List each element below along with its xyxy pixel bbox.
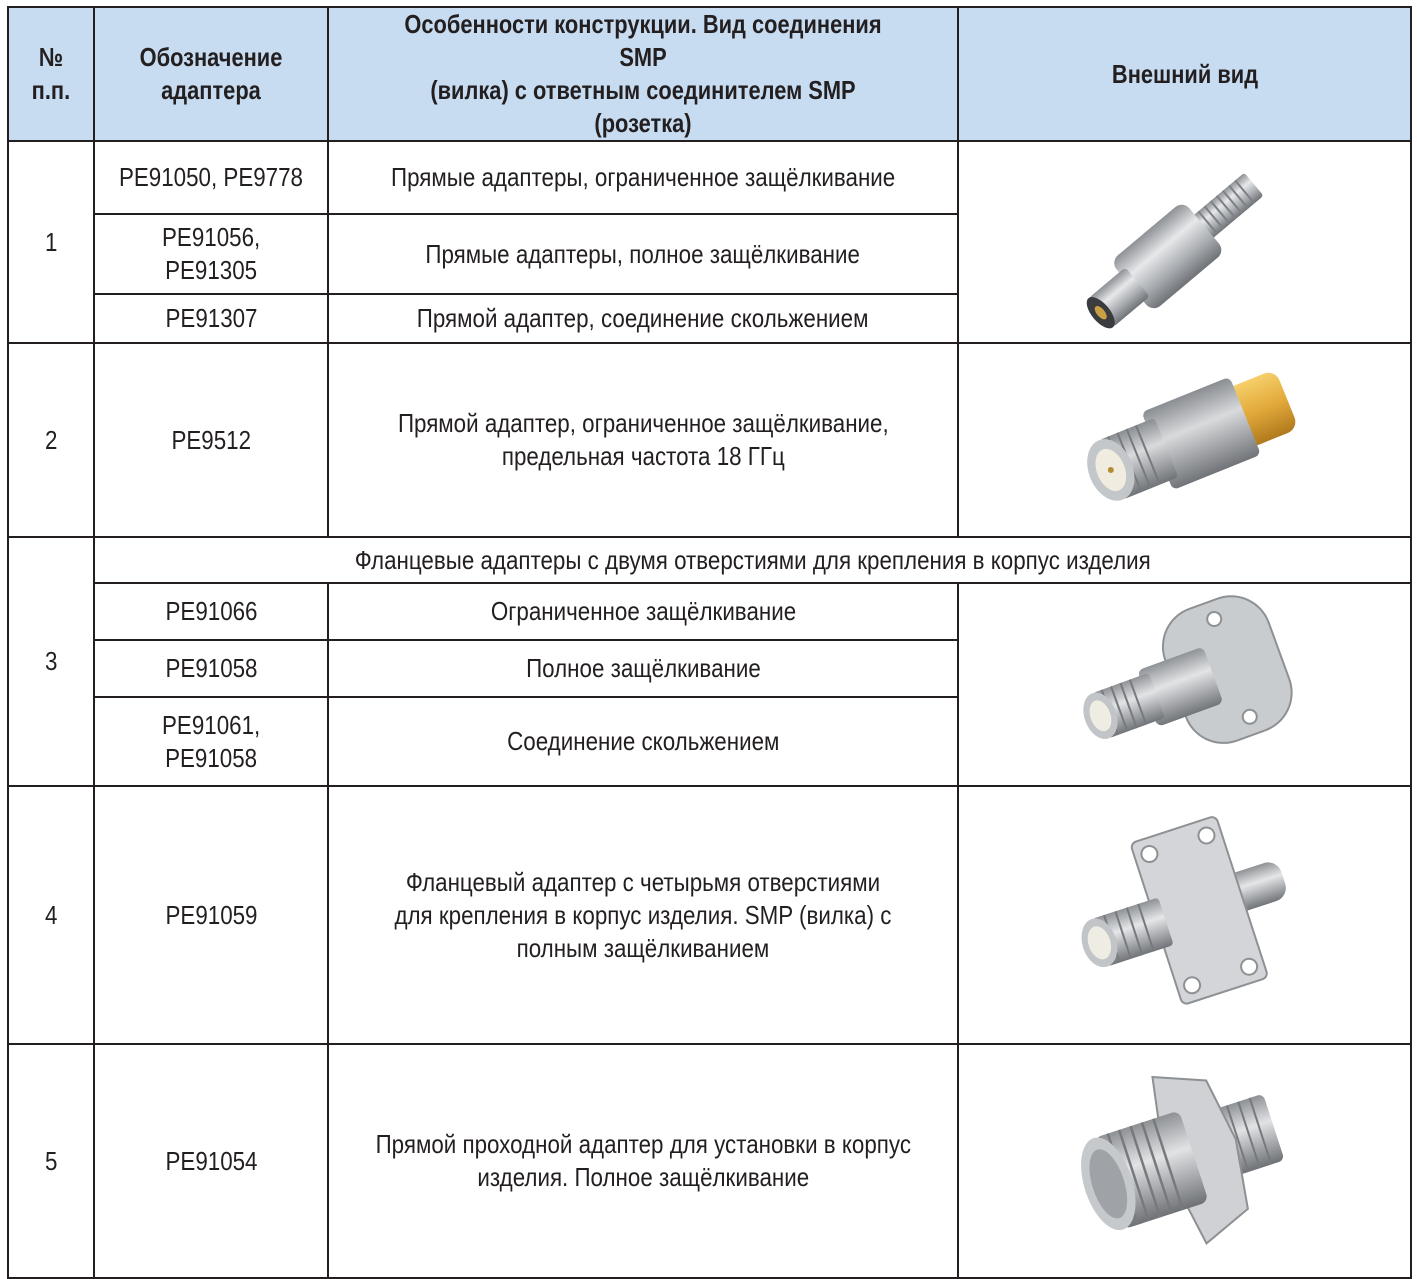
row-number: 3 xyxy=(8,537,94,786)
header-features: Особенности конструкции. Вид соединения SMP (вилка) с ответным соединителем SMP (розетка) xyxy=(328,7,958,141)
adapter-description: Полное защёлкивание xyxy=(328,640,958,697)
adapter-code: PE91058 xyxy=(94,640,328,697)
adapter-description: Прямой адаптер, соединение скольжением xyxy=(328,294,958,343)
row-number: 4 xyxy=(8,786,94,1044)
adapter-description: Ограниченное защёлкивание xyxy=(328,583,958,640)
adapter-code: PE91050, PE9778 xyxy=(94,141,328,214)
two-hole-flange-adapter-photo xyxy=(1065,595,1305,775)
adapters-table xyxy=(7,6,1412,1279)
header-appearance: Внешний вид xyxy=(958,7,1411,141)
adapter-photo-cell xyxy=(958,141,1411,343)
table-row xyxy=(8,141,1411,214)
adapter-code: PE9512 xyxy=(94,343,328,537)
row-number: 1 xyxy=(8,141,94,343)
adapter-description: Соединение скольжением xyxy=(328,697,958,786)
adapter-code: PE91059 xyxy=(94,786,328,1044)
adapter-description: Прямые адаптеры, полное защёлкивание xyxy=(328,214,958,294)
adapter-code: PE91056, PE91305 xyxy=(94,214,328,294)
adapter-code: PE91061, PE91058 xyxy=(94,697,328,786)
bulkhead-adapter-photo xyxy=(1070,1061,1300,1261)
row-number: 2 xyxy=(8,343,94,537)
adapter-code: PE91066 xyxy=(94,583,328,640)
adapter-photo-cell xyxy=(958,583,1411,786)
group-title: Фланцевые адаптеры с двумя отверстиями для крепления в корпус изделия xyxy=(94,537,1411,583)
adapter-description: Фланцевый адаптер с четырьмя отверстиями для крепления в корпус изделия. SMP (вилка) с полным защёлкиванием xyxy=(328,786,958,1044)
adapter-description: Прямой проходной адаптер для установки в корпус изделия. Полное защёлкивание xyxy=(328,1044,958,1278)
table-row xyxy=(8,343,1411,537)
adapter-description: Прямые адаптеры, ограниченное защёлкивание xyxy=(328,141,958,214)
header-designation: Обозначение адаптера xyxy=(94,7,328,141)
adapter-description: Прямой адаптер, ограниченное защёлкивание, предельная частота 18 ГГц xyxy=(328,343,958,537)
table-row xyxy=(8,537,1411,583)
adapter-photo-cell xyxy=(958,786,1411,1044)
adapter-photo-cell xyxy=(958,343,1411,537)
table-header-row xyxy=(8,7,1411,141)
header-num: № п.п. xyxy=(8,7,94,141)
adapter-code: PE91054 xyxy=(94,1044,328,1278)
adapter-code: PE91307 xyxy=(94,294,328,343)
four-hole-flange-adapter-photo xyxy=(1060,810,1310,1020)
adapter-photo-cell xyxy=(958,1044,1411,1278)
straight-adapter-photo xyxy=(1055,147,1315,337)
table-row xyxy=(8,786,1411,1044)
straight-gold-adapter-photo xyxy=(1055,350,1315,530)
table-row xyxy=(8,583,1411,640)
row-number: 5 xyxy=(8,1044,94,1278)
table-row xyxy=(8,1044,1411,1278)
